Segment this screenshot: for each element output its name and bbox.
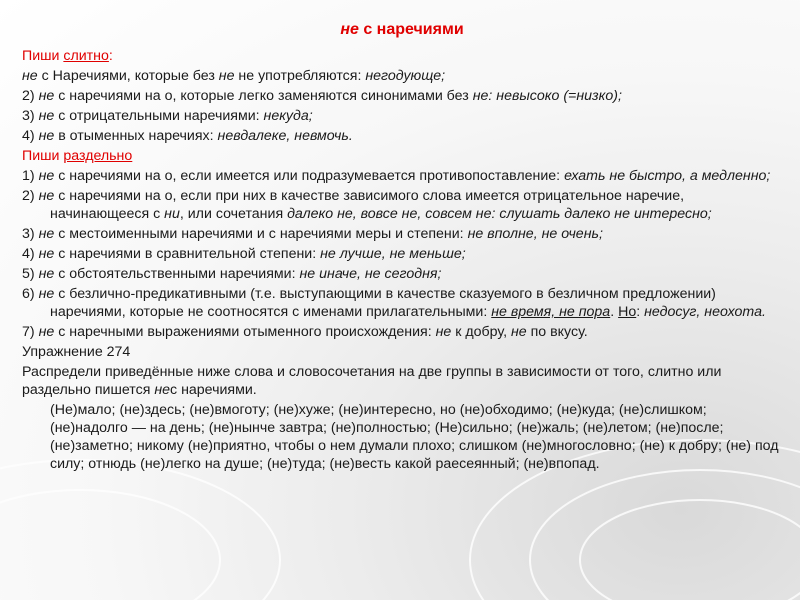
rule-item: 4) не с наречиями в сравнительной степени: не лучше, не меньше; [22,246,466,262]
exercise-words: (Не)мало; (не)здесь; (не)вмоготу; (не)хуже; (не)интересно, но (не)обходимо; (не)куда; (не)слишком; (не)надолго — на день; (не)нынче завтра; (не)полностью; (Не)сильно; (не)жаль; (не)летом; (не)после; (не)заметно; никому (не)приятно, чтобы о нем думали плохо; слишком (не)многословно; (не) к добру; (не) под силу; отнюдь (не)легко на душе; (не)туда; (не)весть какой раесеянный; (не)впопад. [50,402,779,472]
rule-item: 6) не с безлично-предикативными (т.е. выступающими в качестве сказуемого в безличном предложении) наречиями, которые не соотносятся с именами прилагательными: не время, не пора. Но: недосуг, неохота. [22,286,766,320]
rule-item: 7) не с наречными выражениями отыменного происхождения: не к добру, не по вкусу. [22,324,588,340]
exercise-title: Упражнение 274 [22,344,131,360]
rule-item: 4) не в отыменных наречиях: невдалеке, невмочь. [22,128,353,144]
title-rest: с наречиями [358,21,464,38]
page-title [22,20,782,40]
rule-item: 5) не с обстоятельственными наречиями: не иначе, не сегодня; [22,266,442,282]
section-heading-razdelno: Пиши раздельно [22,148,133,164]
exercise-task: Распредели приведённые ниже слова и словосочетания на две группы в зависимости от того, слитно или раздельно пишется нес наречиями. [22,364,722,398]
rule-item: 2) не с наречиями на о, если при них в качестве зависимого слова имеется отрицательное наречие, начинающееся с ни, или сочетания далеко не, вовсе не, совсем не: слушать далеко не интересно; [22,188,712,222]
rule-item: 3) не с отрицательными наречиями: некуда; [22,108,313,124]
rule-item: 2) не с наречиями на о, которые легко заменяются синонимами без не: невысоко (=низко); [22,88,622,104]
rule-item: не с Наречиями, которые без не не употребляются: негодующе; [22,68,446,84]
title-ne: не [340,21,359,38]
section-heading-slitno: Пиши слитно: [22,48,113,64]
lesson-content [22,20,782,475]
rule-item: 1) не с наречиями на о, если имеется или подразумевается противопоставление: ехать не быстро, а медленно; [22,168,771,184]
rule-item: 3) не с местоименными наречиями и с наречиями меры и степени: не вполне, не очень; [22,226,603,242]
